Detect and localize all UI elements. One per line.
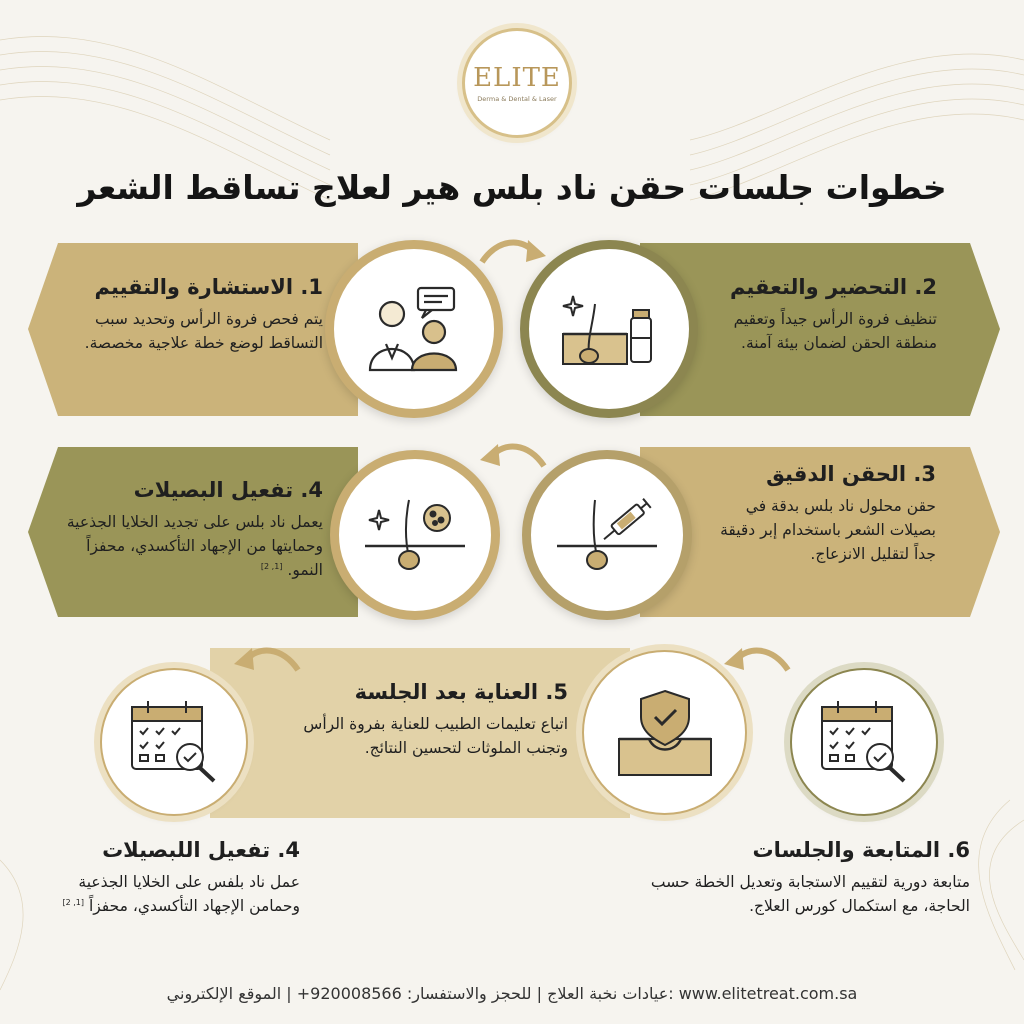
logo-subtitle: Derma & Dental & Laser: [477, 95, 557, 103]
step5-title: 5. العناية بعد الجلسة: [354, 680, 568, 704]
arrow-step5-to-next-icon: [232, 640, 302, 680]
step1-body: يتم فحص فروة الرأس وتحديد سبب التساقط لوضع خطة علاجية مخصصة.: [84, 310, 323, 353]
arrow-step1-to-step2-icon: [478, 232, 548, 272]
page-title: خطوات جلسات حقن ناد بلس هير لعلاج تساقط الشعر: [77, 168, 947, 207]
step6-title: 6. المتابعة والجلسات: [752, 838, 970, 862]
step1-title: 1. الاستشارة والتقييم: [94, 275, 323, 299]
step2-text: [705, 275, 937, 355]
arrow-step6-to-step5-icon: [722, 640, 792, 680]
step4-icon-circle: [330, 450, 500, 620]
step4-duplicate-text: [50, 838, 300, 918]
step4-duplicate-reference: [1, 2]: [62, 897, 85, 907]
step3-text: [708, 462, 936, 566]
step4-duplicate-body: عمل ناد بلفس على الخلايا الجذعية وحمامن الإجهاد التأكسدي، محفزاً: [78, 873, 300, 916]
shield-scalp-icon: [615, 687, 715, 779]
step4-text: [55, 478, 323, 582]
step4-duplicate-icon-circle: [100, 668, 248, 816]
follicle-cell-icon: [365, 490, 465, 580]
step4-title: 4. تفعيل البصيلات: [133, 478, 323, 502]
step2-title: 2. التحضير والتعقيم: [729, 275, 937, 299]
syringe-follicle-icon: [557, 490, 657, 580]
step1-icon-circle: [325, 240, 503, 418]
step2-body: تنظيف فروة الرأس جيداً وتعقيم منطقة الحقن لضمان بيئة آمنة.: [733, 310, 937, 353]
step4-reference: [1, 2]: [260, 561, 283, 571]
step3-body: حقن محلول ناد بلس بدقة في بصيلات الشعر باستخدام إبر دقيقة جداً لتقليل الانزعاج.: [720, 497, 936, 564]
step6-text: [640, 838, 970, 918]
step1-text: [55, 275, 323, 355]
footer-contact: عيادات نخبة العلاج | للحجز والاستفسار: 920008566+ | الموقع الإلكتروني: www.elitetreat.com.sa: [166, 984, 858, 1003]
step4-duplicate-title: 4. تفعيل اللبصيلات: [102, 838, 300, 862]
step4-body: يعمل ناد بلس على تجديد الخلايا الجذعية وحمايتها من الإجهاد التأكسدي، محفزاً النمو.: [66, 513, 323, 580]
doctor-consultation-icon: [364, 284, 464, 374]
clinic-logo: [462, 28, 572, 138]
step6-body: متابعة دورية لتقييم الاستجابة وتعديل الخطة حسب الحاجة، مع استكمال كورس العلاج.: [650, 873, 970, 916]
calendar-search-icon: [126, 697, 222, 787]
step5-text: [300, 680, 568, 760]
hair-follicle-vial-icon: [559, 284, 659, 374]
step5-body: اتباع تعليمات الطبيب للعناية بفروة الرأس وتجنب الملوثات لتحسين النتائج.: [303, 715, 568, 758]
logo-name: ELITE: [473, 63, 561, 93]
arrow-step3-to-step4-icon: [478, 436, 548, 476]
calendar-search-icon: [816, 697, 912, 787]
step6-icon-circle: [790, 668, 938, 816]
step3-title: 3. الحقن الدقيق: [766, 462, 936, 486]
